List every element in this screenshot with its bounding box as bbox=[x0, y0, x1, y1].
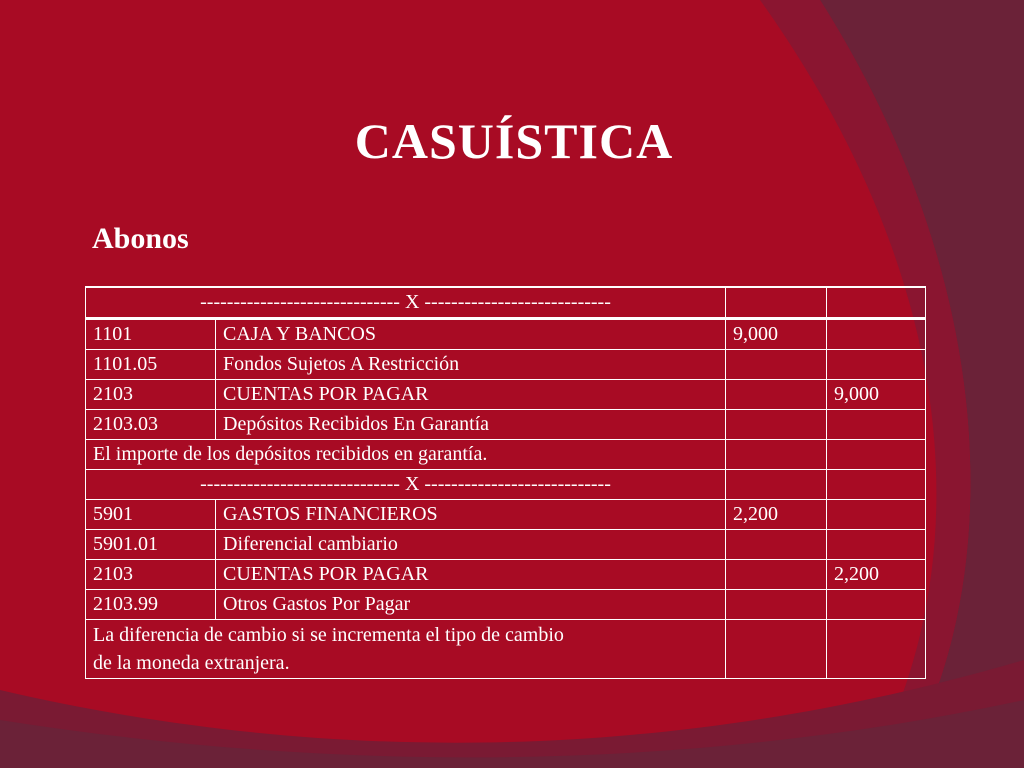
account-code: 1101 bbox=[86, 319, 216, 350]
table-separator-row bbox=[86, 287, 926, 319]
debit-cell bbox=[726, 287, 827, 319]
account-code: 2103 bbox=[86, 380, 216, 410]
credit-cell bbox=[827, 319, 926, 350]
entry-gloss bbox=[86, 620, 726, 679]
account-code: 2103.03 bbox=[86, 410, 216, 440]
debit-cell bbox=[726, 470, 827, 500]
debit-cell: 2,200 bbox=[726, 500, 827, 530]
entry-gloss-line-2: de la moneda extranjera. bbox=[93, 652, 290, 674]
table-row bbox=[86, 530, 926, 560]
debit-cell bbox=[726, 620, 827, 679]
credit-cell bbox=[827, 620, 926, 679]
journal-entries-table bbox=[85, 286, 926, 679]
credit-cell bbox=[827, 287, 926, 319]
debit-cell bbox=[726, 560, 827, 590]
table-row bbox=[86, 410, 926, 440]
credit-cell bbox=[827, 590, 926, 620]
account-name: Diferencial cambiario bbox=[216, 530, 726, 560]
account-code: 1101.05 bbox=[86, 350, 216, 380]
credit-cell bbox=[827, 440, 926, 470]
account-name: CAJA Y BANCOS bbox=[216, 319, 726, 350]
table-gloss-row bbox=[86, 620, 926, 679]
table-row bbox=[86, 350, 926, 380]
account-name: CUENTAS POR PAGAR bbox=[216, 380, 726, 410]
slide-title: CASUÍSTICA bbox=[354, 113, 674, 169]
credit-cell: 9,000 bbox=[827, 380, 926, 410]
account-name: Otros Gastos Por Pagar bbox=[216, 590, 726, 620]
table-separator-row bbox=[86, 470, 926, 500]
credit-cell bbox=[827, 470, 926, 500]
debit-cell bbox=[726, 440, 827, 470]
account-name: Depósitos Recibidos En Garantía bbox=[216, 410, 726, 440]
table-row bbox=[86, 500, 926, 530]
table-gloss-row bbox=[86, 440, 926, 470]
credit-cell: 2,200 bbox=[827, 560, 926, 590]
account-name: Fondos Sujetos A Restricción bbox=[216, 350, 726, 380]
debit-cell: 9,000 bbox=[726, 319, 827, 350]
debit-cell bbox=[726, 410, 827, 440]
account-code: 2103 bbox=[86, 560, 216, 590]
slide-subtitle: Abonos bbox=[92, 222, 189, 255]
entry-gloss-line-1: La diferencia de cambio si se incrementa el tipo de cambio bbox=[93, 624, 564, 646]
credit-cell bbox=[827, 410, 926, 440]
credit-cell bbox=[827, 350, 926, 380]
table-row bbox=[86, 380, 926, 410]
account-name: CUENTAS POR PAGAR bbox=[216, 560, 726, 590]
account-code: 5901.01 bbox=[86, 530, 216, 560]
debit-cell bbox=[726, 350, 827, 380]
account-name: GASTOS FINANCIEROS bbox=[216, 500, 726, 530]
debit-cell bbox=[726, 380, 827, 410]
entry-gloss: El importe de los depósitos recibidos en garantía. bbox=[86, 440, 726, 470]
table-row bbox=[86, 560, 926, 590]
credit-cell bbox=[827, 500, 926, 530]
debit-cell bbox=[726, 590, 827, 620]
credit-cell bbox=[827, 530, 926, 560]
account-code: 5901 bbox=[86, 500, 216, 530]
entry-separator: ------------------------------ X ---------------------------- bbox=[86, 470, 726, 500]
entry-separator: ------------------------------ X ---------------------------- bbox=[86, 287, 726, 319]
debit-cell bbox=[726, 530, 827, 560]
account-code: 2103.99 bbox=[86, 590, 216, 620]
table-row bbox=[86, 590, 926, 620]
table-row bbox=[86, 319, 926, 350]
